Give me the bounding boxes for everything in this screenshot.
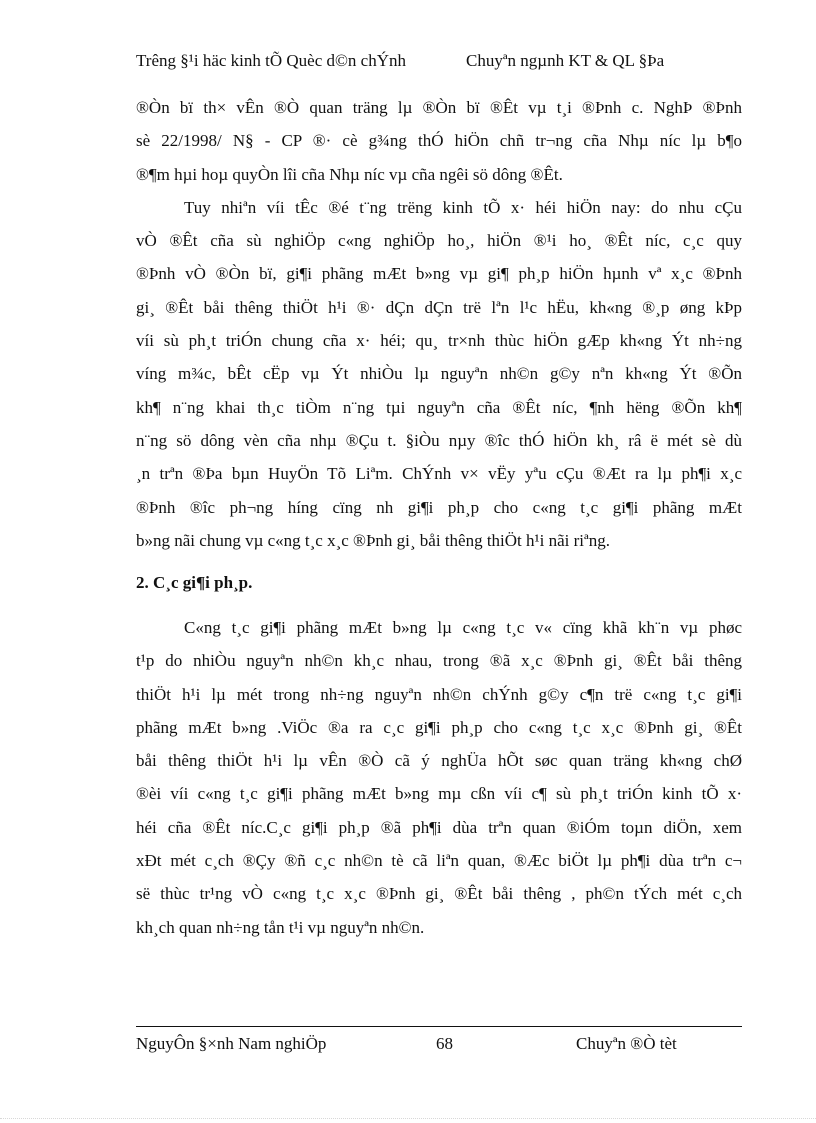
text-line: ®èi víi c«ng t¸c gi¶i phãng mÆt b»ng mµ cßn víi c¶ sù ph¸t triÓn kinh tÕ x·: [136, 784, 742, 804]
text-line: ®Òn bï th× vÊn ®Ò quan träng lµ ®Òn bï ®Êt vµ t¸i ®Þnh c. NghÞ ®Þnh: [136, 98, 742, 117]
body-section-1: [136, 91, 742, 557]
page-number: 68: [436, 1034, 453, 1053]
text-line: sè 22/1998/ N§ - CP ®· cè g¾ng thÓ hiÖn chñ tr¬ng cña Nhµ níc lµ b¶o: [136, 131, 742, 151]
document-page: [136, 0, 742, 1123]
text-line: b»ng nãi chung vµ c«ng t¸c x¸c ®Þnh gi¸ båi thêng thiÖt h¹i nãi riªng.: [136, 530, 610, 550]
paragraph-2: [136, 191, 742, 557]
text-line: víng m¾c, bÊt cËp vµ Ýt nhiÒu lµ nguyªn nh©n g©y nªn kh«ng Ýt ®Õn: [136, 364, 742, 384]
text-line: vÒ ®Êt cña sù nghiÖp c«ng nghiÖp ho¸, hiÖn ®¹i ho¸ ®Êt níc, c¸c quy: [136, 231, 742, 251]
footer-document-type: Chuyªn ®Ò tèt: [576, 1034, 677, 1053]
text-line: båi thêng thiÖt h¹i lµ vÊn ®Ò cã ý nghÜa hÕt søc quan träng kh«ng chØ: [136, 751, 742, 771]
section-heading: 2. C¸c gi¶i ph¸p.: [136, 573, 253, 592]
text-line: kh¶ n¨ng khai th¸c tiÒm n¨ng tµi nguyªn cña ®Êt níc, ¶nh hëng ®Õn kh¶: [136, 397, 742, 417]
text-line: ®Þnh ®îc ph¬ng híng cïng nh gi¶i ph¸p cho c«ng t¸c gi¶i phãng mÆt: [136, 497, 742, 517]
text-line: C«ng t¸c gi¶i phãng mÆt b»ng lµ c«ng t¸c v« cïng khã kh¨n vµ phøc: [184, 618, 742, 637]
text-line: së thùc tr¹ng vÒ c«ng t¸c x¸c ®Þnh gi¸ ®Êt båi thêng , ph©n tÝch mét c¸ch: [136, 884, 742, 904]
header-university: Trêng §¹i häc kinh tÕ Quèc d©n chÝnh: [136, 51, 406, 70]
text-line: n¨ng sö dông vèn cña nhµ ®Çu t. §iÒu nµy ®îc thÓ hiÖn kh¸ râ ë mét sè dù: [136, 430, 742, 450]
paragraph-3: [136, 611, 742, 944]
text-line: kh¸ch quan nh÷ng tån t¹i vµ nguyªn nh©n.: [136, 917, 425, 937]
paragraph-1: [136, 91, 742, 191]
page-bottom-edge: [0, 1118, 816, 1119]
text-line: ®Þnh vÒ ®Òn bï, gi¶i phãng mÆt b»ng vµ gi¶ ph¸p hiÖn hµnh vª x¸c ®Þnh: [136, 264, 742, 284]
header-major: Chuyªn ngµnh KT & QL §Þa: [466, 51, 665, 70]
text-line: phãng mÆt b»ng .ViÖc ®a ra c¸c gi¶i ph¸p cho c«ng t¸c x¸c ®Þnh gi¸ ®Êt: [136, 717, 742, 737]
text-line: víi sù ph¸t triÓn chung cña x· héi; qu¸ tr×nh thùc hiÖn gÆp kh«ng Ýt nh÷ng: [136, 331, 742, 351]
text-line: ¸n trªn ®Þa bµn HuyÖn Tõ Liªm. ChÝnh v× vËy yªu cÇu ®Æt ra lµ ph¶i x¸c: [136, 464, 742, 484]
footer-divider: [136, 1026, 742, 1027]
text-line: héi cña ®Êt níc.C¸c gi¶i ph¸p ®ã ph¶i dùa trªn quan ®iÓm toµn diÖn, xem: [136, 817, 742, 837]
body-section-2: [136, 611, 742, 944]
text-line: t¹p do nhiÒu nguyªn nh©n kh¸c nhau, trong ®ã x¸c ®Þnh gi¸ ®Êt båi thêng: [136, 651, 742, 671]
text-line: Tuy nhiªn víi tÊc ®é t¨ng trëng kinh tÕ x· héi hiÖn nay: do nhu cÇu: [184, 197, 742, 217]
text-line: xÐt mét c¸ch ®Çy ®ñ c¸c nh©n tè cã liªn quan, ®Æc biÖt lµ ph¶i dùa trªn c¬: [136, 851, 742, 871]
text-line: ®¶m hµi hoµ quyÒn lîi cña Nhµ níc vµ cña ngêi sö dông ®Êt.: [136, 164, 563, 184]
footer-author: NguyÔn §×nh Nam nghiÖp: [136, 1034, 327, 1053]
text-line: gi¸ ®Êt båi thêng thiÖt h¹i ®· dÇn dÇn trë lªn l¹c hËu, kh«ng ®¸p øng kÞp: [136, 297, 742, 317]
text-line: thiÖt h¹i lµ mét trong nh÷ng nguyªn nh©n chÝnh g©y c¶n trë c«ng t¸c gi¶i: [136, 684, 742, 704]
